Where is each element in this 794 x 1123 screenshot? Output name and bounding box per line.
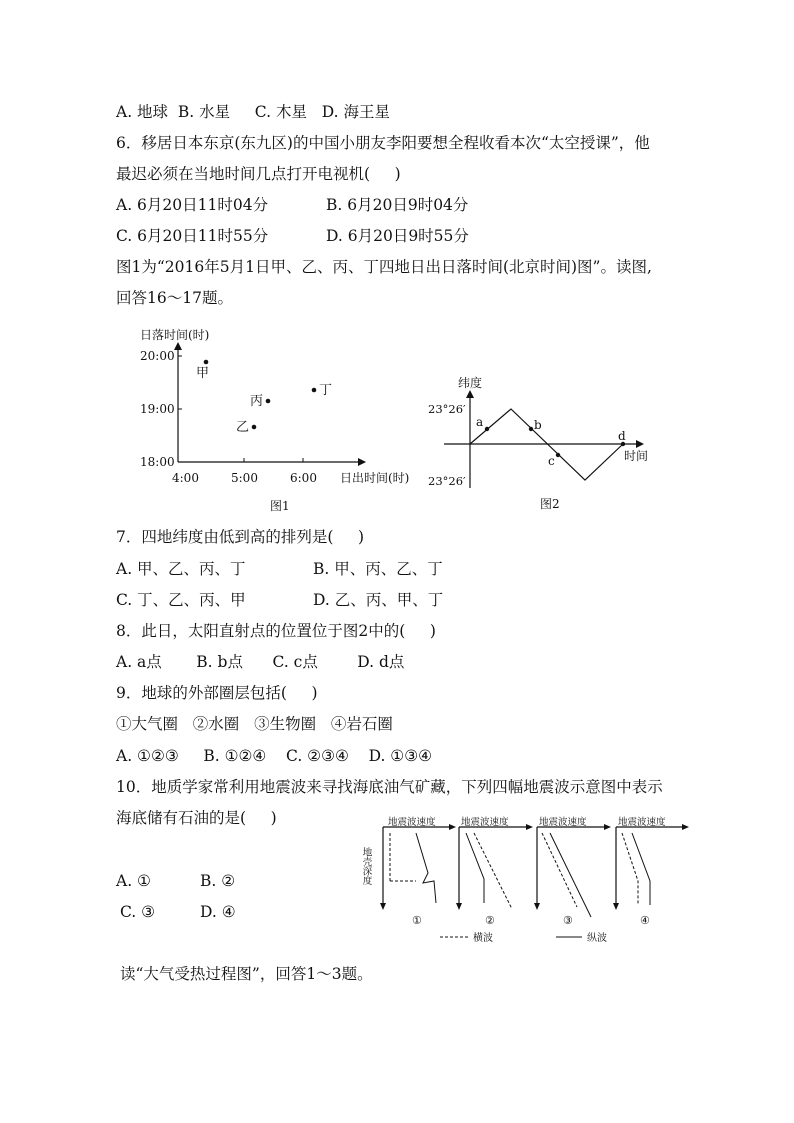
q7-option-c: C. 丁、乙、丙、甲 — [116, 591, 246, 609]
q10-option-d: D. ④ — [200, 903, 236, 921]
q10-option-b: B. ② — [200, 872, 236, 890]
q10-option-a: A. ① — [116, 872, 151, 890]
fig2-point-b — [529, 427, 533, 431]
fig2-point-c — [556, 453, 560, 457]
fig1-label-jia: 甲 — [196, 366, 210, 381]
q9-options: A. ①②③ B. ①②④ C. ②③④ D. ①③④ — [116, 747, 432, 765]
fig1-ylabel: 日落时间(时) — [140, 328, 210, 342]
fig2-ylabel: 纬度 — [458, 376, 483, 390]
seismic-panel-1 — [361, 816, 457, 927]
q6-option-b: B. 6月20日9时04分 — [326, 196, 469, 214]
fig3-panel-3: ③ — [563, 914, 573, 927]
fig3-ylabel-1: 地壳深度 — [360, 847, 372, 885]
q8-stem: 8．此日，太阳直射点的位置位于图2中的( ) — [116, 622, 436, 640]
q8-options: A. a点 B. b点 C. c点 D. d点 — [116, 653, 405, 671]
fig2-label-c: c — [548, 454, 555, 468]
fig3-xlabel-3: 地震波速度 — [539, 817, 587, 828]
fig2-label-d: d — [618, 429, 626, 443]
q6-option-a: A. 6月20日11时04分 — [116, 196, 269, 214]
fig1-point-jia — [204, 360, 209, 365]
fig1-point-ding — [312, 388, 317, 393]
fig2-point-a — [485, 427, 489, 431]
q6-stem-line1: 6．移居日本东京(东九区)的中国小朋友李阳要想全程收看本次“太空授课”，他 — [116, 134, 650, 152]
q6-stem-line2: 最迟必须在当地时间几点打开电视机( ) — [116, 165, 401, 183]
fig1-point-yi — [252, 425, 257, 430]
q7-stem: 7．四地纬度由低到高的排列是( ) — [116, 528, 365, 546]
fig1-ytick-19: 19:00 — [140, 402, 175, 416]
fig1-xtick-5: 5:00 — [231, 471, 258, 485]
q10-stem-line1: 10．地质学家常利用地震波来寻找海底油气矿藏，下列四幅地震波示意图中表示 — [116, 778, 663, 796]
fig3-xlabel-4: 地震波速度 — [618, 817, 666, 828]
fig1-xtick-6: 6:00 — [290, 471, 317, 485]
footer-line: 读“大气受热过程图”，回答1～3题。 — [120, 965, 373, 983]
fig3-xlabel-1: 地震波速度 — [388, 817, 436, 828]
fig1-point-bing — [266, 399, 271, 404]
fig1-ytick-20: 20:00 — [140, 349, 175, 363]
fig1-label-ding: 丁 — [319, 383, 333, 398]
fig3-panel-1: ① — [412, 914, 422, 927]
fig3-legend-longitudinal: 纵波 — [587, 933, 607, 944]
q5-options: A. 地球 B. 水星 C. 木星 D. 海王星 — [116, 103, 390, 121]
q6-option-d: D. 6月20日9时55分 — [326, 227, 469, 245]
q9-stem: 9．地球的外部圈层包括( ) — [116, 684, 318, 702]
fig2-label-a: a — [476, 415, 484, 429]
figure-3-seismic — [360, 815, 690, 945]
fig2-label-b: b — [534, 418, 542, 432]
fig2-xlabel: 时间 — [624, 449, 649, 463]
fig2-tick-bottom: 23°26′ — [428, 474, 466, 488]
intro-line1: 图1为“2016年5月1日甲、乙、丙、丁四地日出日落时间(北京时间)图”。读图, — [116, 258, 652, 276]
seismic-panel-2 — [456, 816, 533, 927]
fig2-caption: 图2 — [540, 497, 560, 511]
q9-items: ①大气圈 ②水圈 ③生物圈 ④岩石圈 — [116, 715, 393, 733]
intro-line2: 回答16～17题。 — [116, 289, 233, 307]
fig1-xtick-4: 4:00 — [172, 471, 199, 485]
fig3-panel-2: ② — [485, 914, 495, 927]
seismic-panel-3 — [534, 816, 611, 927]
fig1-ytick-18: 18:00 — [140, 455, 175, 469]
fig1-label-bing: 丙 — [250, 394, 264, 409]
figure-1 — [130, 322, 430, 517]
q7-option-d: D. 乙、丙、甲、丁 — [313, 591, 444, 609]
q6-option-c: C. 6月20日11时55分 — [116, 227, 269, 245]
fig3-panel-4: ④ — [640, 914, 650, 927]
q10-stem-line2: 海底储有石油的是( ) — [116, 809, 277, 827]
seismic-panel-4 — [613, 816, 689, 927]
fig3-xlabel-2: 地震波速度 — [461, 817, 509, 828]
fig1-xlabel: 日出时间(时) — [340, 471, 410, 485]
q10-option-c: C. ③ — [120, 903, 156, 921]
fig1-label-yi: 乙 — [236, 420, 250, 435]
q7-option-a: A. 甲、乙、丙、丁 — [116, 560, 246, 578]
fig2-tick-top: 23°26′ — [428, 402, 466, 416]
fig1-caption: 图1 — [270, 499, 290, 513]
q7-option-b: B. 甲、丙、乙、丁 — [313, 560, 443, 578]
figure-2 — [420, 370, 660, 520]
fig3-legend-transverse: 横波 — [473, 933, 493, 944]
